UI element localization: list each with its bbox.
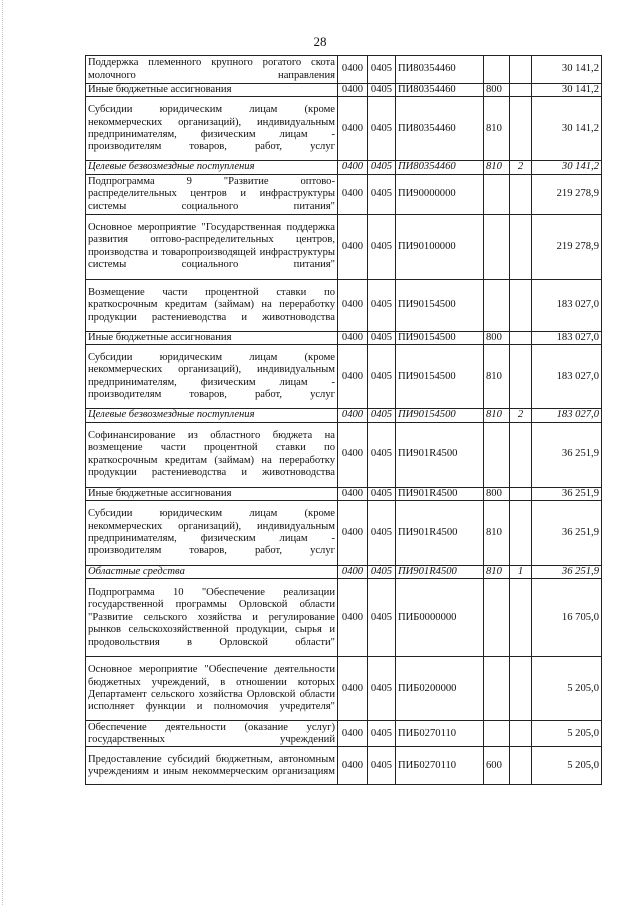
- row-name: Обеспечение деятельности (оказание услуг) государственных учреждений: [86, 721, 338, 747]
- row-name: Предоставление субсидий бюджетным, автономным учреждениям и иным некоммерческим организациям: [86, 747, 338, 785]
- row-expense-type: [484, 56, 510, 84]
- table-row: [86, 501, 602, 566]
- row-target-article: ПИ80354460: [396, 84, 484, 97]
- table-row: [86, 214, 602, 279]
- row-expense-type: 810: [484, 97, 510, 161]
- row-funding-source: [510, 579, 532, 657]
- row-subsection-code: 0405: [368, 279, 396, 331]
- budget-table-body: [86, 56, 602, 785]
- row-section-code: 0400: [338, 214, 368, 279]
- row-expense-type: 600: [484, 747, 510, 785]
- row-funding-source: [510, 56, 532, 84]
- row-expense-type: 810: [484, 566, 510, 579]
- row-name: Целевые безвозмездные поступления: [86, 161, 338, 174]
- row-target-article: ПИ80354460: [396, 161, 484, 174]
- row-section-code: 0400: [338, 657, 368, 721]
- row-section-code: 0400: [338, 579, 368, 657]
- table-row: [86, 174, 602, 214]
- row-subsection-code: 0405: [368, 97, 396, 161]
- row-subsection-code: 0405: [368, 174, 396, 214]
- row-section-code: 0400: [338, 161, 368, 174]
- row-name: Поддержка племенного крупного рогатого скота молочного направления: [86, 56, 338, 84]
- row-name: Субсидии юридическим лицам (кроме некоммерческих организаций), индивидуальным предпринимателям, физическим лицам - производителям товаров, работ, услуг: [86, 345, 338, 409]
- row-funding-source: [510, 422, 532, 487]
- table-row: [86, 487, 602, 500]
- row-amount: 16 705,0: [532, 579, 602, 657]
- row-subsection-code: 0405: [368, 214, 396, 279]
- row-section-code: 0400: [338, 56, 368, 84]
- row-funding-source: 2: [510, 161, 532, 174]
- row-target-article: ПИБ0000000: [396, 579, 484, 657]
- table-row: [86, 345, 602, 409]
- row-funding-source: [510, 487, 532, 500]
- row-section-code: 0400: [338, 174, 368, 214]
- row-name: Основное мероприятие "Обеспечение деятельности бюджетных учреждений, в отношении которых Департамент сельского хозяйства Орловской области исполняет функции и полномочия учредителя": [86, 657, 338, 721]
- table-row: [86, 56, 602, 84]
- row-subsection-code: 0405: [368, 566, 396, 579]
- scan-edge-mark: [2, 0, 5, 905]
- row-subsection-code: 0405: [368, 501, 396, 566]
- row-section-code: 0400: [338, 422, 368, 487]
- row-name: Субсидии юридическим лицам (кроме некоммерческих организаций), индивидуальным предпринимателям, физическим лицам - производителям товаров, работ, услуг: [86, 501, 338, 566]
- row-expense-type: 800: [484, 84, 510, 97]
- row-name: Возмещение части процентной ставки по краткосрочным кредитам (займам) на переработку продукции растениеводства и животноводства: [86, 279, 338, 331]
- row-expense-type: 810: [484, 345, 510, 409]
- row-name: Софинансирование из областного бюджета на возмещение части процентной ставки по краткосрочным кредитам (займам) на переработку продукции растениеводства и животноводства: [86, 422, 338, 487]
- row-target-article: ПИБ0270110: [396, 721, 484, 747]
- table-row: [86, 409, 602, 422]
- row-expense-type: [484, 214, 510, 279]
- row-section-code: 0400: [338, 345, 368, 409]
- row-funding-source: 2: [510, 409, 532, 422]
- row-funding-source: [510, 279, 532, 331]
- row-subsection-code: 0405: [368, 721, 396, 747]
- row-expense-type: [484, 657, 510, 721]
- table-row: [86, 161, 602, 174]
- row-name: Субсидии юридическим лицам (кроме некоммерческих организаций), индивидуальным предпринимателям, физическим лицам - производителям товаров, работ, услуг: [86, 97, 338, 161]
- row-target-article: ПИ901R4500: [396, 501, 484, 566]
- row-subsection-code: 0405: [368, 422, 396, 487]
- row-amount: 183 027,0: [532, 345, 602, 409]
- row-amount: 5 205,0: [532, 721, 602, 747]
- row-amount: 5 205,0: [532, 747, 602, 785]
- row-target-article: ПИ90154500: [396, 331, 484, 344]
- row-section-code: 0400: [338, 501, 368, 566]
- row-section-code: 0400: [338, 487, 368, 500]
- row-amount: 219 278,9: [532, 214, 602, 279]
- row-section-code: 0400: [338, 331, 368, 344]
- row-funding-source: [510, 214, 532, 279]
- row-expense-type: 810: [484, 409, 510, 422]
- row-expense-type: 800: [484, 487, 510, 500]
- table-row: [86, 84, 602, 97]
- row-amount: 36 251,9: [532, 487, 602, 500]
- row-target-article: ПИ901R4500: [396, 422, 484, 487]
- row-target-article: ПИ80354460: [396, 97, 484, 161]
- table-row: [86, 422, 602, 487]
- table-row: [86, 279, 602, 331]
- row-funding-source: [510, 657, 532, 721]
- row-funding-source: [510, 747, 532, 785]
- row-amount: 30 141,2: [532, 97, 602, 161]
- row-expense-type: 800: [484, 331, 510, 344]
- row-section-code: 0400: [338, 84, 368, 97]
- row-subsection-code: 0405: [368, 331, 396, 344]
- row-funding-source: [510, 721, 532, 747]
- row-funding-source: [510, 331, 532, 344]
- row-amount: 183 027,0: [532, 409, 602, 422]
- row-name: Основное мероприятие "Государственная поддержка развития оптово-распределительных центров, производства и товаропроизводящей инфраструктуры системы социального питания": [86, 214, 338, 279]
- row-expense-type: [484, 422, 510, 487]
- table-row: [86, 721, 602, 747]
- row-funding-source: 1: [510, 566, 532, 579]
- row-section-code: 0400: [338, 409, 368, 422]
- row-target-article: ПИ90154500: [396, 279, 484, 331]
- row-funding-source: [510, 345, 532, 409]
- row-name: Иные бюджетные ассигнования: [86, 487, 338, 500]
- row-section-code: 0400: [338, 721, 368, 747]
- row-target-article: ПИ90100000: [396, 214, 484, 279]
- row-target-article: ПИБ0270110: [396, 747, 484, 785]
- row-expense-type: [484, 721, 510, 747]
- row-funding-source: [510, 174, 532, 214]
- row-amount: 5 205,0: [532, 657, 602, 721]
- row-subsection-code: 0405: [368, 345, 396, 409]
- row-name: Областные средства: [86, 566, 338, 579]
- table-row: [86, 579, 602, 657]
- row-amount: 219 278,9: [532, 174, 602, 214]
- budget-table: [85, 55, 602, 785]
- row-expense-type: 810: [484, 161, 510, 174]
- row-amount: 36 251,9: [532, 566, 602, 579]
- row-amount: 30 141,2: [532, 56, 602, 84]
- row-target-article: ПИ80354460: [396, 56, 484, 84]
- row-amount: 30 141,2: [532, 84, 602, 97]
- row-section-code: 0400: [338, 566, 368, 579]
- row-funding-source: [510, 97, 532, 161]
- table-row: [86, 97, 602, 161]
- row-section-code: 0400: [338, 97, 368, 161]
- row-name: Иные бюджетные ассигнования: [86, 84, 338, 97]
- row-subsection-code: 0405: [368, 56, 396, 84]
- row-subsection-code: 0405: [368, 409, 396, 422]
- row-name: Иные бюджетные ассигнования: [86, 331, 338, 344]
- row-section-code: 0400: [338, 279, 368, 331]
- row-amount: 183 027,0: [532, 331, 602, 344]
- row-funding-source: [510, 84, 532, 97]
- row-subsection-code: 0405: [368, 657, 396, 721]
- row-name: Подпрограмма 9 "Развитие оптово-распределительных центров и инфраструктуры системы социального питания": [86, 174, 338, 214]
- row-expense-type: [484, 279, 510, 331]
- row-section-code: 0400: [338, 747, 368, 785]
- row-subsection-code: 0405: [368, 161, 396, 174]
- row-funding-source: [510, 501, 532, 566]
- row-amount: 36 251,9: [532, 422, 602, 487]
- table-row: [86, 657, 602, 721]
- row-expense-type: [484, 579, 510, 657]
- page-number: 28: [313, 34, 327, 49]
- row-subsection-code: 0405: [368, 487, 396, 500]
- row-amount: 30 141,2: [532, 161, 602, 174]
- row-target-article: ПИ90154500: [396, 409, 484, 422]
- row-subsection-code: 0405: [368, 579, 396, 657]
- row-subsection-code: 0405: [368, 84, 396, 97]
- table-row: [86, 747, 602, 785]
- row-target-article: ПИ901R4500: [396, 566, 484, 579]
- row-target-article: ПИ901R4500: [396, 487, 484, 500]
- row-name: Подпрограмма 10 "Обеспечение реализации государственной программы Орловской области "Развитие сельского хозяйства и регулирование рынков сельскохозяйственной продукции, сырья и продовольствия в Орловской области": [86, 579, 338, 657]
- row-amount: 183 027,0: [532, 279, 602, 331]
- row-target-article: ПИ90154500: [396, 345, 484, 409]
- row-expense-type: 810: [484, 501, 510, 566]
- table-row: [86, 566, 602, 579]
- row-amount: 36 251,9: [532, 501, 602, 566]
- row-expense-type: [484, 174, 510, 214]
- row-name: Целевые безвозмездные поступления: [86, 409, 338, 422]
- row-target-article: ПИ90000000: [396, 174, 484, 214]
- row-subsection-code: 0405: [368, 747, 396, 785]
- table-row: [86, 331, 602, 344]
- row-target-article: ПИБ0200000: [396, 657, 484, 721]
